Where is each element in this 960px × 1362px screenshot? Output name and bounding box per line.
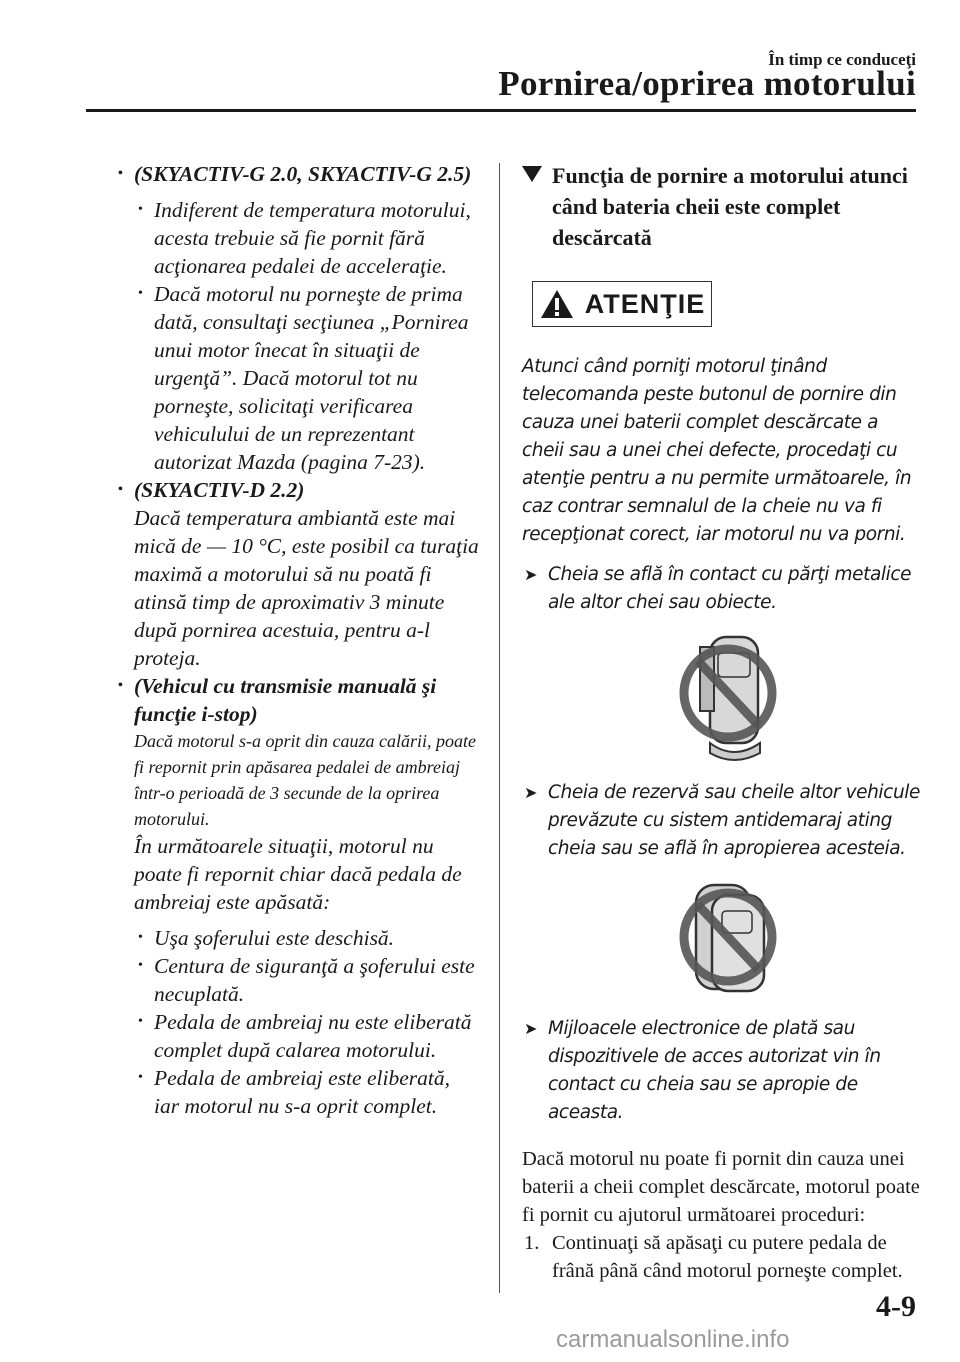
procedure-intro: Dacă motorul nu poate fi pornit din cauza unei baterii a cheii complet descărcate, motorul poate fi pornit cu ajutorul următoarei proceduri:: [522, 1148, 920, 1226]
page-title: Pornirea/oprirea motorului: [498, 64, 916, 103]
warning-triangle-icon: [539, 288, 575, 320]
key-spare-contact-figure: [678, 877, 778, 1001]
caution-item: [522, 1015, 922, 1127]
paragraph: Dacă temperatura ambiantă este mai mică de — 10 °C, este posibil ca turaţia maximă a motorului să nu poată fi atinsă timp de aproximativ 3 minute după pornirea acestuia, pentru a-l proteja.: [134, 506, 479, 670]
caution-item-text: Cheia se află în contact cu părţi metalice ale altor chei sau obiecte.: [548, 564, 912, 613]
arrow-icon: ➤: [524, 565, 538, 584]
column-divider: [499, 163, 500, 1293]
right-column: [522, 160, 922, 1285]
left-column: [108, 160, 480, 1120]
arrow-icon: ➤: [524, 783, 538, 802]
sub-bullet: • Uşa şoferului este deschisă.: [128, 924, 480, 952]
page-header: [0, 0, 960, 120]
sub-bullet: • Pedala de ambreiaj este eliberată, iar motorul nu s-a oprit complet.: [128, 1064, 480, 1120]
triangle-marker-icon: [522, 166, 542, 182]
caution-text: Atunci când porniţi motorul ţinând telecomanda peste butonul de pornire din cauza unei baterii complet descărcate a cheii sau a unei chei defecte, procedaţi cu atenţie pentru a nu permite următoarele, în caz contrar semnalul de la cheie nu va fi recepţionat corect, iar motorul nu va porni.: [522, 356, 912, 545]
sub-list-istop: [108, 924, 480, 1120]
paragraph: În următoarele situaţii, motorul nu poate fi repornit chiar dacă pedala de ambreiaj este apăsată:: [134, 834, 462, 914]
caution-item: [522, 561, 922, 617]
caution-item-text: Mijloacele electronice de plată sau dispozitivele de acces autorizat vin în contact cu cheia sau se apropie de aceasta.: [548, 1018, 881, 1123]
caution-item-text: Cheia de rezervă sau cheile altor vehicule prevăzute cu sistem antidemaraj ating cheia sau se află în apropierea acesteia.: [548, 782, 920, 859]
sub-list-skyactiv-g: [108, 196, 480, 476]
page-number: 4-9: [876, 1290, 916, 1323]
small-note: Dacă motorul s-a oprit din cauza calării, poate fi repornit prin apăsarea pedalei de ambreiaj într-o perioadă de 3 secunde de la oprirea motorului.: [134, 731, 476, 829]
section-label: În timp ce conduceţi: [768, 50, 916, 69]
step-text: Continuaţi să apăsaţi cu putere pedala de frână până când motorul porneşte complet.: [552, 1232, 903, 1282]
sub-bullet: • Pedala de ambreiaj nu este eliberată complet după calarea motorului.: [128, 1008, 480, 1064]
caution-box: [532, 281, 712, 327]
bullet-skyactiv-g: • (SKYACTIV-G 2.0, SKYACTIV-G 2.5): [108, 160, 480, 188]
arrow-icon: ➤: [524, 1019, 538, 1038]
sub-bullet: • Centura de siguranţă a şoferului este necuplată.: [128, 952, 480, 1008]
section-heading: [522, 160, 922, 253]
procedure-step: [522, 1229, 922, 1285]
bullet-manual-istop: • (Vehicul cu transmisie manuală şi funcţie i-stop): [108, 672, 480, 728]
sub-bullet: • Dacă motorul nu porneşte de prima dată, consultaţi secţiunea „Pornirea unui motor înecat în situaţii de urgenţă”. Dacă motorul tot nu porneşte, solicitaţi verificarea vehiculului de un reprezentant autorizat Mazda (pagina 7-23).: [128, 280, 480, 476]
header-rule: [86, 109, 916, 112]
watermark: carmanualsonline.info: [556, 1326, 790, 1353]
caution-label: ATENŢIE: [584, 288, 706, 319]
key-metal-contact-figure: [678, 631, 778, 765]
caution-item: [522, 779, 922, 863]
section-heading-text: Funcţia de pornire a motorului atunci când bateria cheii este complet descărcată: [552, 163, 908, 250]
bullet-skyactiv-d: • (SKYACTIV-D 2.2): [108, 476, 480, 504]
sub-bullet: • Indiferent de temperatura motorului, acesta trebuie să fie pornit fără acţionarea pedalei de acceleraţie.: [128, 196, 480, 280]
step-number: 1.: [524, 1232, 540, 1254]
